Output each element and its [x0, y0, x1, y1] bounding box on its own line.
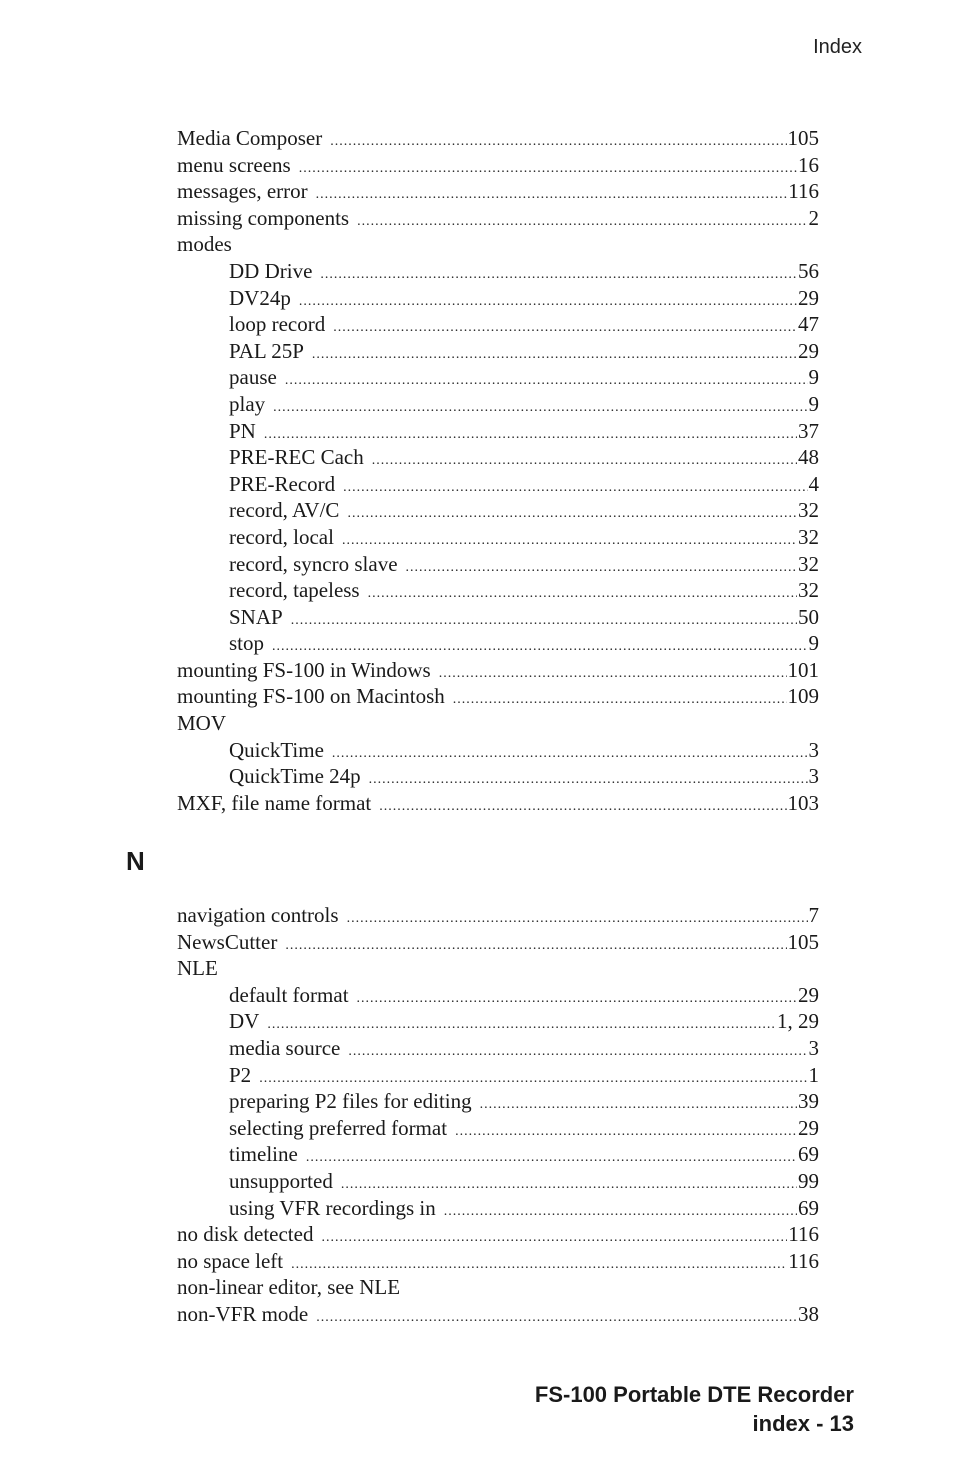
- entry-page-number: 3: [808, 737, 819, 762]
- entry-page-number: 116: [788, 179, 819, 204]
- index-subentry: [177, 285, 819, 312]
- dot-leader: [312, 342, 797, 365]
- entry-term: PRE-Record: [229, 471, 336, 496]
- index-section-m: [177, 125, 819, 816]
- dot-leader: [444, 1199, 797, 1222]
- dot-leader: [372, 448, 797, 471]
- entry-page-number: 29: [798, 1115, 819, 1140]
- entry-page-number: 3: [808, 764, 819, 789]
- entry-page-number: 38: [798, 1301, 819, 1326]
- entry-term: stop: [229, 631, 265, 656]
- index-entry: [177, 955, 819, 982]
- entry-page-number: 69: [798, 1142, 819, 1167]
- entry-page-number: 56: [798, 258, 819, 283]
- dot-leader: [480, 1092, 797, 1115]
- entry-term: DV24p: [229, 285, 291, 310]
- footer-title: FS-100 Portable DTE Recorder: [534, 1382, 854, 1407]
- entry-term: MXF, file name format: [177, 790, 372, 815]
- entry-page-number: 9: [808, 365, 819, 390]
- entry-term: unsupported: [229, 1168, 333, 1193]
- entry-term: NLE: [177, 956, 218, 981]
- entry-page-number: 48: [798, 445, 819, 470]
- section-letter-n: N: [126, 846, 145, 876]
- entry-page-number: 116: [788, 1248, 819, 1273]
- index-subentry: [177, 1008, 819, 1035]
- entry-page-number: 69: [798, 1195, 819, 1220]
- entry-term: non-VFR mode: [177, 1301, 309, 1326]
- index-subentry: [177, 737, 819, 764]
- entry-term: selecting preferred format: [229, 1115, 448, 1140]
- index-subentry: [177, 763, 819, 790]
- index-subentry: [177, 1062, 819, 1089]
- dot-leader: [299, 156, 797, 179]
- index-subentry: [177, 630, 819, 657]
- index-entry: [177, 1248, 819, 1275]
- entry-page-number: 105: [787, 929, 819, 954]
- entry-term: PAL 25P: [229, 338, 304, 363]
- index-entry: [177, 1221, 819, 1248]
- entry-page-number: 109: [787, 684, 819, 709]
- index-subentry: [177, 1168, 819, 1195]
- index-entry: [177, 683, 819, 710]
- entry-term: QuickTime: [229, 737, 324, 762]
- index-subentry: [177, 258, 819, 285]
- index-subentry: [177, 1115, 819, 1142]
- entry-page-number: 4: [808, 471, 819, 496]
- entry-page-number: 116: [788, 1222, 819, 1247]
- dot-leader: [330, 129, 786, 152]
- index-subentry: [177, 1195, 819, 1222]
- entry-term: Media Composer: [177, 126, 323, 150]
- index-subentry: [177, 418, 819, 445]
- dot-leader: [341, 1172, 797, 1195]
- dot-leader: [267, 1012, 776, 1035]
- dot-leader: [291, 608, 797, 631]
- entry-term: record, AV/C: [229, 498, 340, 523]
- entry-term: PN: [229, 418, 256, 443]
- entry-page-number: 32: [798, 498, 819, 523]
- dot-leader: [342, 528, 797, 551]
- entry-term: MOV: [177, 711, 227, 736]
- entry-term: using VFR recordings in: [229, 1195, 436, 1220]
- dot-leader: [369, 767, 808, 790]
- index-entry: [177, 929, 819, 956]
- dot-leader: [291, 1252, 787, 1275]
- entry-page-number: 1: [808, 1062, 819, 1087]
- entry-term: modes: [177, 232, 232, 257]
- entry-term: P2: [229, 1062, 252, 1087]
- index-subentry: [177, 311, 819, 338]
- index-subentry: [177, 1035, 819, 1062]
- index-subentry: [177, 444, 819, 471]
- dot-leader: [299, 289, 797, 312]
- index-entry: [177, 657, 819, 684]
- index-entry: [177, 710, 819, 737]
- entry-page-number: 103: [787, 790, 819, 815]
- running-header: Index: [813, 36, 862, 58]
- dot-leader: [333, 315, 797, 338]
- entry-page-number: 7: [808, 903, 819, 927]
- entry-term: non-linear editor, see NLE: [177, 1275, 401, 1300]
- entry-term: SNAP: [229, 604, 283, 629]
- entry-page-number: 32: [798, 524, 819, 549]
- dot-leader: [379, 794, 786, 817]
- index-subentry: [177, 1141, 819, 1168]
- dot-leader: [347, 501, 797, 524]
- entry-page-number: 29: [798, 982, 819, 1007]
- entry-page-number: 99: [798, 1168, 819, 1193]
- entry-page-number: 29: [798, 285, 819, 310]
- dot-leader: [264, 422, 797, 445]
- dot-leader: [453, 687, 787, 710]
- dot-leader: [357, 209, 807, 232]
- index-subentry: [177, 982, 819, 1009]
- index-subentry: [177, 391, 819, 418]
- entry-term: media source: [229, 1035, 341, 1060]
- entry-term: record, local: [229, 524, 334, 549]
- entry-term: DD Drive: [229, 258, 313, 283]
- index-entry: [177, 178, 819, 205]
- footer-page-number: index - 13: [752, 1411, 854, 1436]
- dot-leader: [273, 395, 807, 418]
- dot-leader: [347, 906, 808, 929]
- entry-page-number: 101: [787, 657, 819, 682]
- index-entry: [177, 1274, 819, 1301]
- entry-page-number: 3: [808, 1035, 819, 1060]
- dot-leader: [343, 475, 807, 498]
- entry-term: no disk detected: [177, 1222, 314, 1247]
- index-subentry: [177, 338, 819, 365]
- entry-page-number: 47: [798, 312, 819, 337]
- index-entry: [177, 152, 819, 179]
- entry-term: mounting FS-100 in Windows: [177, 657, 431, 682]
- entry-term: mounting FS-100 on Macintosh: [177, 684, 445, 709]
- index-entry: [177, 790, 819, 817]
- entry-term: missing components: [177, 205, 350, 230]
- dot-leader: [316, 182, 788, 205]
- entry-page-number: 39: [798, 1089, 819, 1114]
- index-subentry: [177, 551, 819, 578]
- dot-leader: [259, 1066, 807, 1089]
- entry-term: navigation controls: [177, 903, 339, 927]
- dot-leader: [368, 581, 797, 604]
- entry-term: NewsCutter: [177, 929, 278, 954]
- index-subentry: [177, 604, 819, 631]
- entry-term: default format: [229, 982, 349, 1007]
- dot-leader: [348, 1039, 807, 1062]
- index-entry: [177, 125, 819, 152]
- index-subentry: [177, 524, 819, 551]
- entry-term: timeline: [229, 1142, 298, 1167]
- index-entry: [177, 902, 819, 929]
- index-subentry: [177, 364, 819, 391]
- dot-leader: [320, 262, 797, 285]
- entry-page-number: 29: [798, 338, 819, 363]
- index-subentry: [177, 471, 819, 498]
- entry-term: menu screens: [177, 152, 291, 177]
- entry-page-number: 37: [798, 418, 819, 443]
- index-entry: [177, 231, 819, 258]
- entry-page-number: 1, 29: [777, 1009, 819, 1034]
- index-entry: [177, 205, 819, 232]
- dot-leader: [285, 368, 808, 391]
- dot-leader: [357, 986, 797, 1009]
- index-subentry: [177, 497, 819, 524]
- entry-page-number: 16: [798, 152, 819, 177]
- index-subentry: [177, 577, 819, 604]
- dot-leader: [332, 741, 808, 764]
- entry-page-number: 32: [798, 551, 819, 576]
- index-subentry: [177, 1088, 819, 1115]
- entry-page-number: 9: [808, 391, 819, 416]
- dot-leader: [321, 1225, 787, 1248]
- index-section-n: [177, 902, 819, 1328]
- entry-term: preparing P2 files for editing: [229, 1089, 472, 1114]
- dot-leader: [316, 1305, 797, 1328]
- entry-term: QuickTime 24p: [229, 764, 361, 789]
- entry-term: PRE-REC Cach: [229, 445, 364, 470]
- entry-term: pause: [229, 365, 277, 390]
- entry-term: no space left: [177, 1248, 284, 1273]
- entry-term: messages, error: [177, 179, 308, 204]
- page-footer: [535, 1380, 854, 1438]
- entry-page-number: 50: [798, 604, 819, 629]
- dot-leader: [272, 634, 807, 657]
- entry-term: DV: [229, 1009, 260, 1034]
- dot-leader: [455, 1119, 797, 1142]
- entry-page-number: 105: [787, 126, 819, 150]
- entry-page-number: 2: [808, 205, 819, 230]
- dot-leader: [285, 933, 786, 956]
- entry-page-number: 32: [798, 578, 819, 603]
- entry-page-number: 9: [808, 631, 819, 656]
- dot-leader: [439, 661, 787, 684]
- entry-term: loop record: [229, 312, 326, 337]
- entry-term: play: [229, 391, 266, 416]
- dot-leader: [406, 555, 797, 578]
- entry-term: record, tapeless: [229, 578, 360, 603]
- index-entry: [177, 1301, 819, 1328]
- entry-term: record, syncro slave: [229, 551, 398, 576]
- dot-leader: [306, 1145, 797, 1168]
